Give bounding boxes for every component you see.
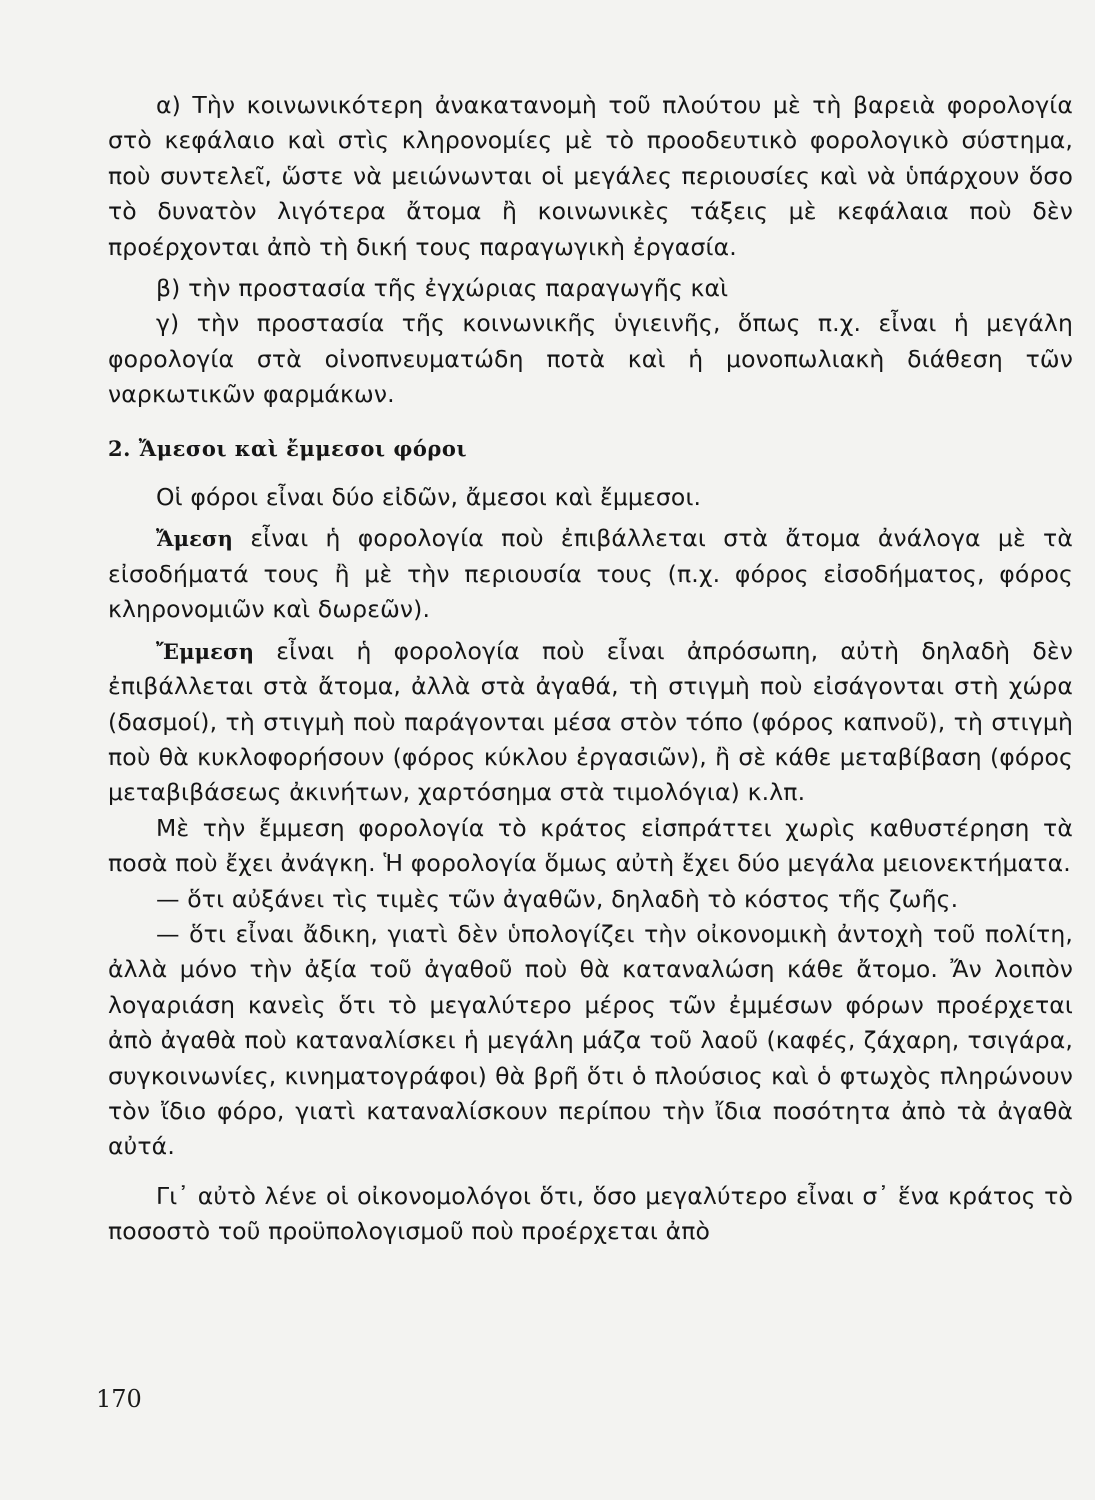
indirect-tax-text: εἶναι ἡ φορολογία ποὺ εἶναι ἀπρόσωπη, αὐτὴ δηλαδὴ δὲν ἐπιβάλλεται στὰ ἄτομα, ἀλλὰ στὰ ἀγαθά, τὴ στιγμὴ ποὺ εἰσάγονται στὴ χώρα (δασμοί), τὴ στιγμὴ ποὺ παράγονται μέσα στὸν τόπο (φόρος καπνοῦ), τὴ στιγμὴ ποὺ θὰ κυκλοφορήσουν (φόρος κύκλου ἐργασιῶν), ἢ σὲ κάθε μεταβίβαση (φόρος μεταβιβάσεως ἀκινήτων, χαρτόσημα στὰ τιμολόγια) κ.λπ.: [108, 636, 1073, 807]
paragraph-beta: β) τὴν προστασία τῆς ἐγχώριας παραγωγῆς καὶ: [156, 274, 729, 303]
paragraph-direct-tax: [108, 521, 1073, 627]
paragraph-alpha: α) Τὴν κοινωνικότερη ἀνακατανομὴ τοῦ πλούτου μὲ τὴ βαρειὰ φορολογία στὸ κεφάλαιο καὶ στὶς κληρονομίες μὲ τὸ προοδευτικὸ φορολογικὸ σύστημα, ποὺ συντελεῖ, ὥστε νὰ μειώνωνται οἱ μεγάλες περιουσίες καὶ νὰ ὑπάρχουν ὅσο τὸ δυνατὸν λιγότερα ἄτομα ἢ κοινωνικὲς τάξεις μὲ κεφάλαια ποὺ δὲν προέρχονται ἀπὸ τὴ δική τους παραγωγικὴ ἐργασία.: [108, 91, 1073, 261]
direct-tax-term: Ἄμεση: [156, 526, 234, 552]
body-text: [108, 88, 1073, 1250]
paragraph-economists: Γι᾿ αὐτὸ λένε οἱ οἰκονομολόγοι ὅτι, ὅσο μεγαλύτερο εἶναι σ᾿ ἕνα κράτος τὸ ποσοστὸ τοῦ προϋπολογισμοῦ ποὺ προέρχεται ἀπὸ: [108, 1181, 1073, 1246]
page-number: 170: [96, 1385, 142, 1413]
paragraph-indirect-tax: [108, 634, 1073, 811]
direct-tax-text: εἶναι ἡ φορολογία ποὺ ἐπιβάλλεται στὰ ἄτομα ἀνάλογα μὲ τὰ εἰσοδήματά τους ἢ μὲ τὴν περιουσία τους (π.χ. φόρος εἰσοδήματος, φόρος κληρονομιῶν καὶ δωρεῶν).: [108, 524, 1073, 624]
paragraph-dash-one: — ὅτι αὐξάνει τὶς τιμὲς τῶν ἀγαθῶν, δηλαδὴ τὸ κόστος τῆς ζωῆς.: [156, 884, 959, 913]
paragraph-state-collection: Μὲ τὴν ἔμμεση φορολογία τὸ κράτος εἰσπράττει χωρὶς καθυστέρηση τὰ ποσὰ ποὺ ἔχει ἀνάγκη. Ἡ φορολογία ὅμως αὐτὴ ἔχει δύο μεγάλα μειονεκτήματα.: [108, 813, 1073, 878]
paragraph-gamma: γ) τὴν προστασία τῆς κοινωνικῆς ὑγιεινῆς, ὅπως π.χ. εἶναι ἡ μεγάλη φορολογία στὰ οἰνοπνευματώδη ποτὰ καὶ ἡ μονοπωλιακὴ διάθεση τῶν ναρκωτικῶν φαρμάκων.: [108, 309, 1073, 409]
paragraph-tax-types: Οἱ φόροι εἶναι δύο εἰδῶν, ἄμεσοι καὶ ἔμμεσοι.: [156, 483, 702, 512]
indirect-tax-term: Ἔμμεση: [156, 638, 255, 664]
section-heading: 2. Ἄμεσοι καὶ ἔμμεσοι φόροι: [108, 435, 468, 461]
paragraph-dash-two: — ὅτι εἶναι ἄδικη, γιατὶ δὲν ὑπολογίζει τὴν οἰκονομικὴ ἀντοχὴ τοῦ πολίτη, ἀλλὰ μόνο τὴν ἀξία τοῦ ἀγαθοῦ ποὺ θὰ καταναλώση κάθε ἄτομο. Ἄν λοιπὸν λογαριάση κανεὶς ὅτι τὸ μεγαλύτερο μέρος τῶν ἐμμέσων φόρων προέρχεται ἀπὸ ἀγαθὰ ποὺ καταναλίσκει ἡ μεγάλη μάζα τοῦ λαοῦ (καφές, ζάχαρη, τσιγάρα, συγκοινωνίες, κινηματογράφοι) θὰ βρῆ ὅτι ὁ πλούσιος καὶ ὁ φτωχὸς πληρώνουν τὸν ἴδιο φόρο, γιατὶ καταναλίσκουν περίπου τὴν ἴδια ποσότητα ἀπὸ τὰ ἀγαθὰ αὐτά.: [108, 919, 1073, 1161]
